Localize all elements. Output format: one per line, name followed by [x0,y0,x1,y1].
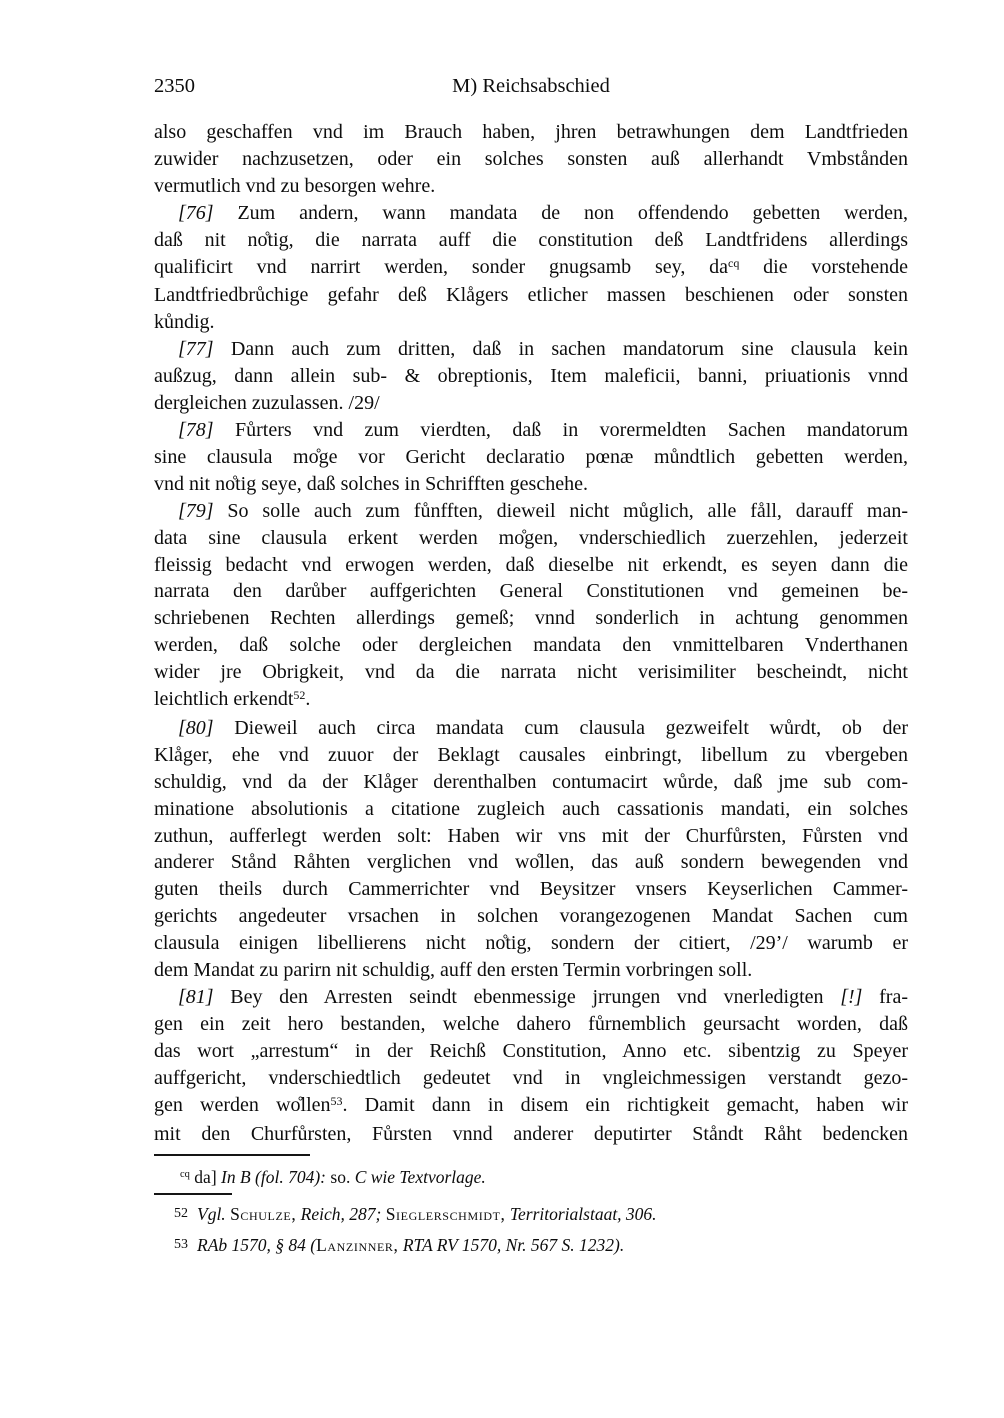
text-segment: schuldig, vnd da der Klåger derenthalben contumacirt wůrde, daß jme sub com- [154,770,908,793]
text-segment: RTA RV 1570, Nr. 567 S. 1232). [402,1234,625,1255]
text-segment: fra- [862,986,908,1008]
footnote [154,1231,908,1262]
text-segment: wider jre Obrigkeit, vnd da die narrata nicht verisimiliter bescheindt, nicht [154,661,908,684]
text-line [154,903,908,930]
text-line [154,200,908,227]
text-segment: minatione absolutionis a citatione zugleich auch cassationis mandati, ein solches [154,797,908,820]
text-segment: Bey den Arresten seindt ebenmessige jrrungen vnd vnerledigten [213,986,841,1008]
text-segment: die vorstehende [739,255,908,278]
text-segment: Landtfriedbrůchige gefahr deß Klågers etlicher massen beschienen oder sonsten [154,284,908,307]
footnote-separator-rule [154,1193,232,1195]
text-segment: . [305,688,311,711]
footnote-marker: 52 [293,688,306,703]
text-line [154,336,908,363]
apparatus-separator-rule [154,1154,310,1156]
text-segment: da] [189,1166,222,1187]
text-segment: [78] [178,418,214,441]
text-line [154,984,908,1011]
text-segment: Dieweil auch circa mandata cum clausula gezweifelt wůrdt, ob der [213,716,908,739]
text-line [154,1065,908,1092]
text-segment: Sieglerschmidt, [385,1203,506,1224]
text-segment: qualificirt vnd narrirt werden, sonder gnugsamb sey, da [154,255,729,278]
text-line [154,282,908,309]
text-segment: [80] [178,716,214,739]
text-segment: Reich, 287; [300,1203,382,1224]
text-segment: [77] [178,338,214,361]
text-line [154,146,908,173]
text-segment: So solle auch zum fůnfften, dieweil nicht můglich, alle fåll, darauff man- [213,499,908,522]
text-line [154,849,908,876]
text-segment: daß nit no̊tig, die narrata auff die constitution deß Landtfridens allerdings [154,228,908,251]
footnote-list [154,1200,908,1262]
footnote-marker: cq [180,1169,190,1181]
text-segment: dergleichen zuzulassen. /29/ [154,392,380,415]
text-segment: mit den Churfůrsten, Fůrsten vnnd anderer deputirter Ståndt Råht bedencken [154,1122,908,1145]
text-segment: Territorialstaat, 306. [509,1203,657,1224]
text-line [154,254,908,283]
text-segment: guten theils durch Cammerrichter vnd Beysitzer vnsers Keyserlichen Cammer- [154,878,908,901]
text-segment: RAb 1570, § 84 ( [197,1234,317,1255]
footnote-number: 52 [174,1205,188,1221]
text-segment: Zum andern, wann mandata de non offendendo gebetten werden, [213,201,908,224]
text-segment: schriebenen Rechten allerdings gemeß; vnnd sonderlich in achtung genommen [154,607,908,630]
text-line [154,605,908,632]
apparatus-entry [154,1165,908,1193]
text-segment: Vgl. [197,1203,231,1224]
text-line [154,417,908,444]
text-segment: [!] [840,986,863,1008]
text-line [154,659,908,686]
text-line [154,632,908,659]
text-line [154,525,908,552]
text-line [154,876,908,903]
text-line [154,1038,908,1065]
text-segment: also geschaffen vnd im Brauch haben, jhren betrawhungen dem Landtfrieden [154,121,908,143]
text-line [154,957,908,984]
text-segment: anderer Stånd Råhten verglichen vnd wo̊llen, das auß sondern bewegenden vnd [154,851,908,874]
text-line [154,119,908,146]
text-segment: [76] [178,201,214,224]
text-line [154,686,908,715]
text-line [154,823,908,850]
text-line [154,363,908,390]
footnote-marker: cq [728,255,740,270]
text-segment: Schulze, [230,1203,297,1224]
text-line [154,1121,908,1148]
text-segment: [79] [178,499,214,522]
text-segment: leichtlich erkendt [154,688,294,711]
text-segment: vermutlich vnd zu besorgen wehre. [154,174,436,197]
text-segment: . Damit dann in disem ein richtigkeit gemacht, haben wir [342,1093,908,1116]
text-segment: gen ein zeit hero bestanden, welche dahero fůrnemblich geursacht worden, daß [154,1012,908,1035]
text-segment: narrata den darůber auffgerichten General Constitutionen vnd gemeinen be- [154,580,908,603]
text-line [154,309,908,336]
text-segment: zuwider nachzusetzen, oder ein solches sonsten auß allerhandt Vmbstånden [154,147,908,170]
text-line [154,1092,908,1121]
body-text [154,119,908,1147]
text-segment: gerichts angedeuter vrsachen in solchen vorangezogenen Mandat Sachen cum [154,905,908,928]
text-segment: fleissig bedacht vnd erwogen werden, daß dieselbe nit erkendt, es seyen dann die [154,553,908,576]
text-segment: außzug, dann allein sub- & obreptionis, Item maleficii, banni, priuationis vnnd [154,365,908,388]
running-head: M) Reichsabschied [452,75,610,97]
footnote [154,1200,908,1231]
text-segment: Klåger, ehe vnd zuuor der Beklagt causales einbringt, libellum zu vbergeben [154,743,908,766]
text-segment: gen werden wo̊llen [154,1093,331,1116]
text-line [154,444,908,471]
text-segment: dem Mandat zu parirn nit schuldig, auff den ersten Termin vorbringen soll. [154,959,753,982]
text-segment: Dann auch zum dritten, daß in sachen mandatorum sine clausula kein [213,338,908,361]
text-segment: auffgericht, vnderschiedtlich gedeutet vnd in vngleichmessigen verstandt gezo- [154,1066,908,1089]
text-line [154,173,908,200]
text-line [154,552,908,579]
text-line [154,498,908,525]
text-segment: [81] [178,986,214,1008]
text-segment: so. [326,1166,355,1187]
text-segment: data sine clausula erkent werden mo̊gen, vnderschiedlich zuerzehlen, jederzeit [154,526,908,549]
page-number: 2350 [154,75,195,97]
text-segment: In B (fol. 704): [221,1166,327,1187]
text-line [154,227,908,254]
text-line [154,796,908,823]
text-segment: Fůrters vnd zum vierdten, daß in vorermeldten Sachen mandatorum [213,418,908,441]
text-line [154,471,908,498]
footnote-marker: 53 [330,1093,343,1108]
text-line [154,930,908,957]
text-segment: vnd nit no̊tig seye, daß solches in Schrifften geschehe. [154,472,588,495]
text-segment: das wort „arrestum“ in der Reichß Constitution, Anno etc. sibentzig zu Speyer [154,1039,908,1062]
text-segment: kůndig. [154,311,215,334]
text-segment: C wie Textvorlage. [354,1166,486,1187]
text-segment: werden, daß solche oder dergleichen mandata den vnmittelbaren Vnderthanen [154,634,908,657]
text-line [154,1011,908,1038]
text-line [154,715,908,742]
footnote-number: 53 [174,1236,188,1252]
footnote-section [154,1193,908,1262]
critical-apparatus [154,1154,908,1193]
text-segment: zuthun, aufferlegt werden solt: Haben wir vns mit der Churfůrsten, Fůrsten vnd [154,824,908,847]
text-segment: Lanzinner, [316,1234,399,1255]
text-segment: clausula einigen libellierens nicht no̊tig, sondern der citiert, /29’/ warumb er [154,932,908,955]
text-line [154,769,908,796]
text-segment: sine clausula mo̊ge vor Gericht declaratio pœnæ můndtlich gebetten werden, [154,445,908,468]
text-line [154,578,908,605]
text-line [154,390,908,417]
text-line [154,742,908,769]
page-header [154,74,908,98]
